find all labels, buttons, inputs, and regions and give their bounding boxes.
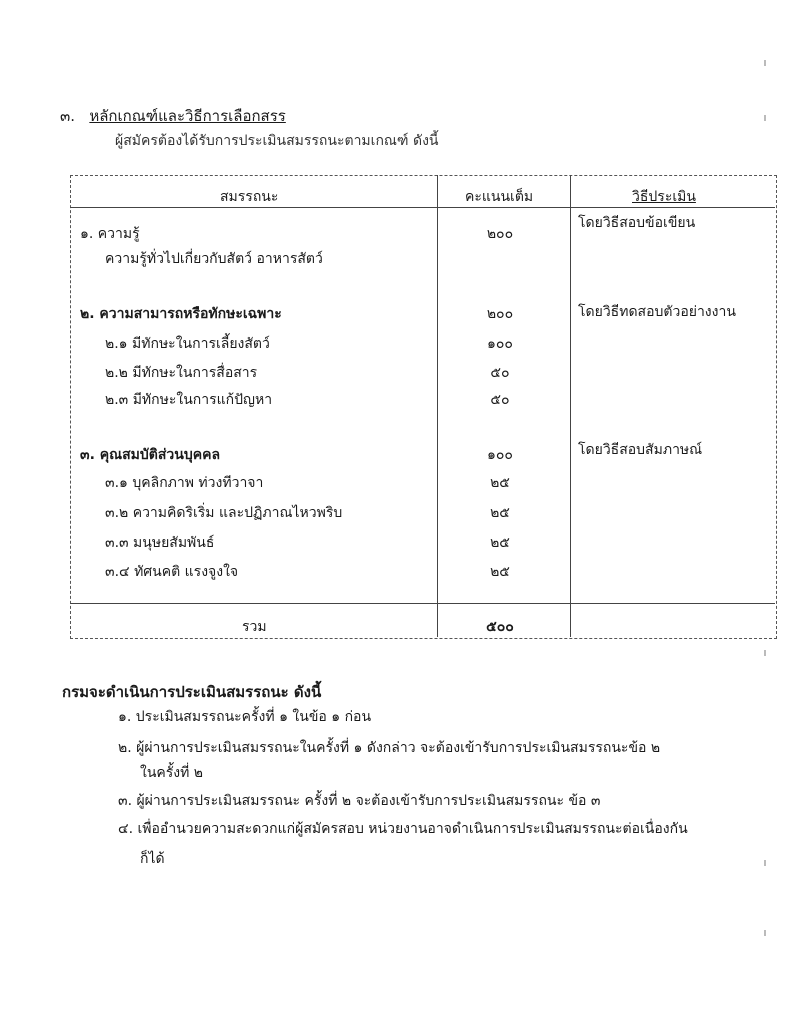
item-score: ๒๕: [490, 505, 510, 521]
header-competency: สมรรถนะ: [220, 189, 279, 205]
scan-speck: [764, 60, 766, 66]
group-title: ๑. ความรู้: [80, 226, 140, 242]
procedure-item-continuation: ในครั้งที่ ๒: [140, 765, 204, 781]
group-score: ๒๐๐: [486, 226, 514, 242]
item-label: ๓.๓ มนุษยสัมพันธ์: [105, 535, 215, 551]
item-label: ๒.๑ มีทักษะในการเลี้ยงสัตว์: [105, 336, 270, 352]
scan-speck: [764, 860, 766, 866]
item-label: ๓.๑ บุคลิกภาพ ท่วงทีวาจา: [105, 475, 264, 491]
item-label: ๒.๓ มีทักษะในการแก้ปัญหา: [105, 392, 273, 408]
scan-speck: [764, 115, 766, 121]
table-col-divider: [570, 175, 571, 637]
header-method: วิธีประเมิน: [632, 189, 696, 205]
item-score: ๒๕: [490, 564, 510, 580]
section-heading: [60, 104, 286, 128]
group-method: โดยวิธีทดสอบตัวอย่างงาน: [578, 304, 736, 320]
group-method: โดยวิธีสอบสัมภาษณ์: [578, 442, 703, 458]
item-score: ๕๐: [490, 365, 510, 381]
group-score: ๑๐๐: [487, 447, 513, 463]
procedure-item: ๓. ผู้ผ่านการประเมินสมรรถนะ ครั้งที่ ๒ จะต้องเข้ารับการประเมินสมรรถนะ ข้อ ๓: [118, 793, 601, 809]
group-title: ๒. ความสามารถหรือทักษะเฉพาะ: [80, 306, 282, 322]
section-title: หลักเกณฑ์และวิธีการเลือกสรร: [89, 107, 286, 125]
scan-speck: [764, 930, 766, 936]
group-method: โดยวิธีสอบข้อเขียน: [578, 215, 696, 231]
group-score: ๒๐๐: [486, 306, 514, 322]
item-label: ๓.๔ ทัศนคติ แรงจูงใจ: [105, 564, 239, 580]
item-label: ความรู้ทั่วไปเกี่ยวกับสัตว์ อาหารสัตว์: [105, 251, 323, 267]
total-score: ๕๐๐: [486, 619, 514, 635]
header-score: คะแนนเต็ม: [465, 189, 534, 205]
procedure-heading: กรมจะดำเนินการประเมินสมรรถนะ ดังนี้: [62, 683, 322, 701]
table-col-divider: [437, 175, 438, 637]
section-intro: ผู้สมัครต้องได้รับการประเมินสมรรถนะตามเกณฑ์ ดังนี้: [115, 133, 439, 149]
group-title: ๓. คุณสมบัติส่วนบุคคล: [80, 447, 221, 463]
procedure-item-continuation: ก็ได้: [140, 851, 165, 867]
item-score: ๒๕: [490, 535, 510, 551]
total-label: รวม: [242, 619, 267, 635]
item-score: ๒๕: [490, 475, 510, 491]
scan-speck: [764, 650, 766, 656]
section-number: ๓.: [60, 107, 76, 125]
item-label: ๒.๒ มีทักษะในการสื่อสาร: [105, 365, 258, 381]
procedure-item: ๔. เพื่ออำนวยความสะดวกแก่ผู้สมัครสอบ หน่วยงานอาจดำเนินการประเมินสมรรถนะต่อเนื่องกัน: [118, 821, 688, 837]
item-score: ๑๐๐: [487, 336, 513, 352]
item-score: ๕๐: [490, 392, 510, 408]
procedure-item: ๒. ผู้ผ่านการประเมินสมรรถนะในครั้งที่ ๑ ดังกล่าว จะต้องเข้ารับการประเมินสมรรถนะข้อ ๒: [118, 740, 661, 756]
item-label: ๓.๒ ความคิดริเริ่ม และปฏิภาณไหวพริบ: [105, 505, 343, 521]
table-total-divider: [70, 603, 775, 604]
procedure-item: ๑. ประเมินสมรรถนะครั้งที่ ๑ ในข้อ ๑ ก่อน: [118, 709, 372, 725]
